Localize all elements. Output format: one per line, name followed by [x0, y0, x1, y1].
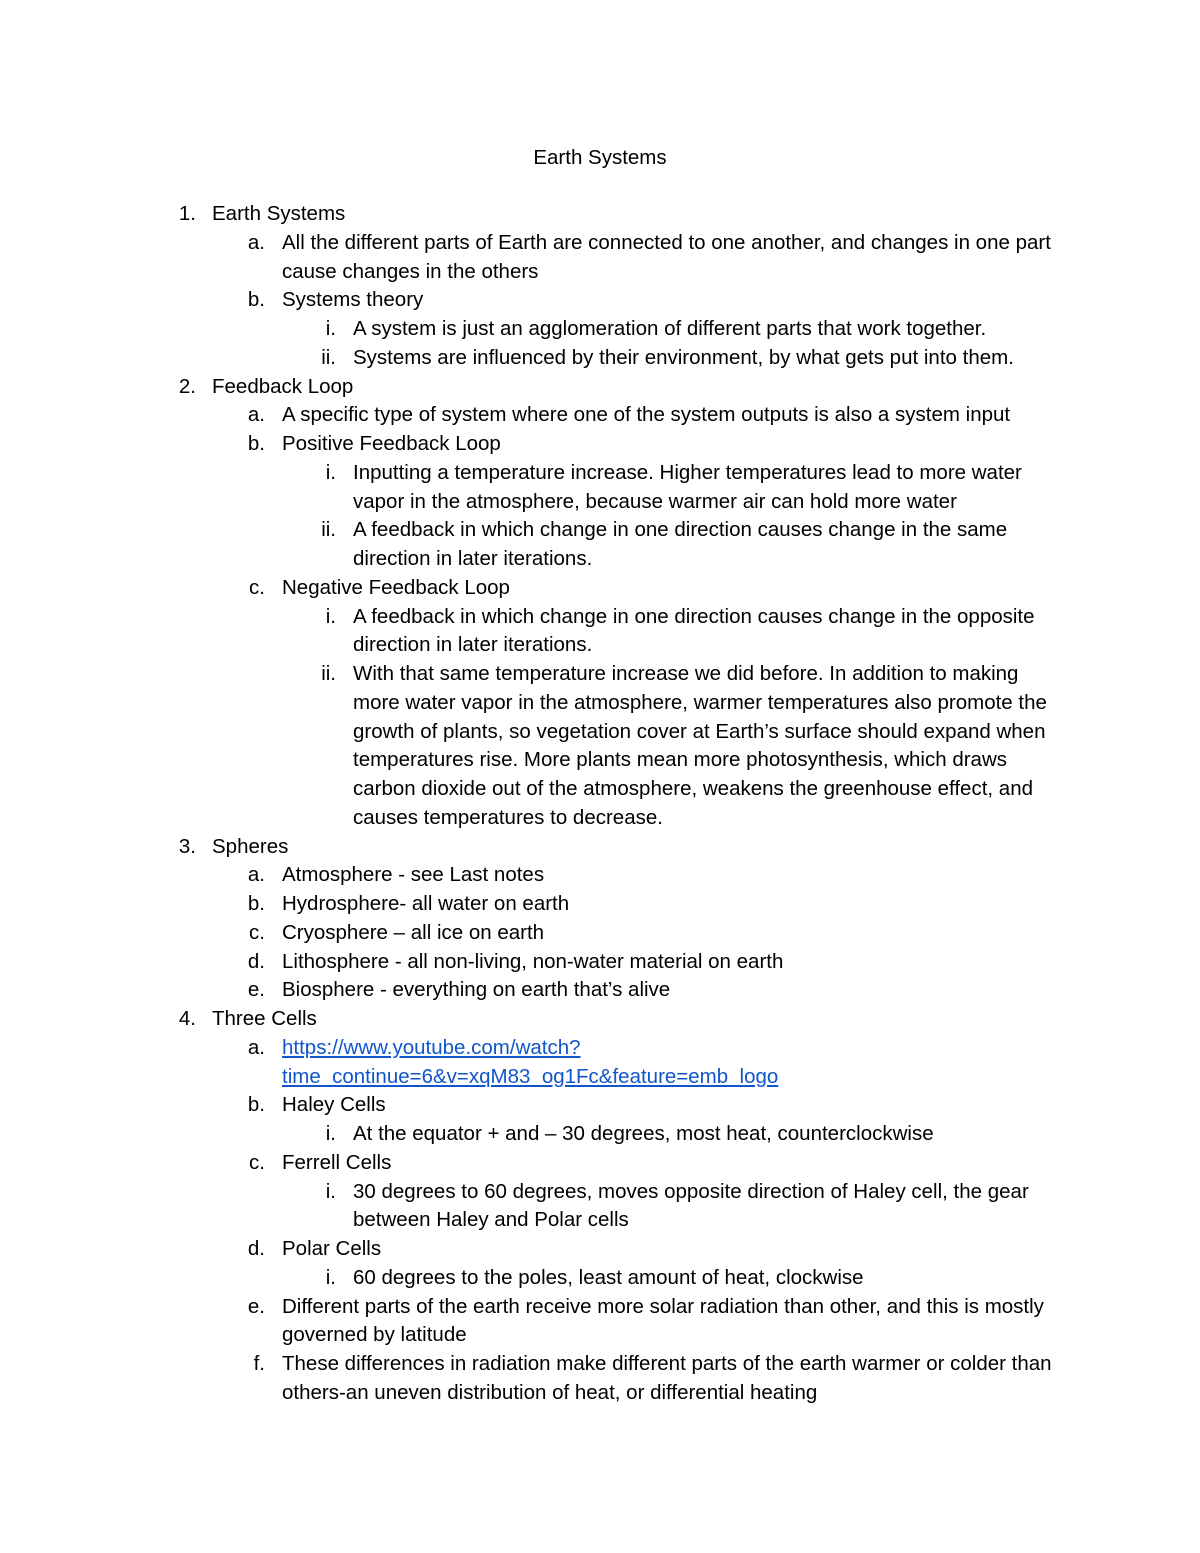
list-item-text: All the different parts of Earth are connected to one another, and changes in one part cause changes in the others — [282, 230, 1051, 283]
list-marker: a. — [247, 863, 265, 887]
outline-item-level-2 — [0, 430, 1200, 459]
list-marker: f. — [253, 1352, 265, 1375]
list-marker: b. — [247, 288, 265, 312]
list-item-text: Inputting a temperature increase. Higher temperatures lead to more water vapor in the atmosphere, because warmer air can hold more water — [353, 460, 1022, 513]
list-item-text: Positive Feedback Loop — [282, 432, 501, 455]
outline-item-level-2 — [0, 574, 1200, 603]
list-item-text: A feedback in which change in one direction causes change in the same direction in later iterations. — [353, 518, 1008, 570]
list-item-text: A specific type of system where one of the system outputs is also a system input — [282, 403, 1011, 427]
list-item-text — [282, 1034, 1070, 1092]
outline-item-level-2 — [0, 861, 1200, 890]
list-item-text: Feedback Loop — [212, 374, 354, 398]
list-marker: b. — [247, 1093, 265, 1117]
list-marker: c. — [249, 1150, 265, 1174]
outline-item-level-3 — [0, 315, 1200, 344]
list-marker: i. — [325, 460, 336, 484]
outline-item-level-1 — [0, 373, 1200, 402]
list-marker: c. — [249, 920, 265, 944]
outline-item-level-2 — [0, 401, 1200, 430]
list-marker: 3. — [178, 834, 196, 858]
outline-item-level-1 — [0, 1005, 1200, 1034]
list-item-text: A feedback in which change in one direction causes change in the opposite direction in later iterations. — [353, 604, 1035, 657]
list-item-text: Lithosphere - all non-living, non-water material on earth — [282, 949, 784, 973]
list-item-text: Ferrell Cells — [282, 1150, 392, 1174]
list-marker: b. — [247, 892, 265, 915]
list-marker: d. — [247, 949, 265, 973]
list-item-text: Spheres — [212, 834, 289, 858]
list-item-text: At the equator + and – 30 degrees, most heat, counterclockwise — [353, 1122, 934, 1145]
list-item-text: Three Cells — [212, 1007, 317, 1030]
list-marker: ii. — [321, 345, 336, 369]
list-item-text: Haley Cells — [282, 1093, 386, 1117]
outline-item-level-3 — [0, 1178, 1200, 1236]
outline-item-level-3 — [0, 1120, 1200, 1149]
list-marker: a. — [247, 1035, 265, 1059]
outline-item-level-2 — [0, 890, 1200, 919]
outline-item-level-3 — [0, 516, 1200, 574]
list-marker: ii. — [321, 662, 336, 685]
outline-item-level-2 — [0, 948, 1200, 977]
outline-item-level-2 — [0, 229, 1200, 287]
list-item-text: Polar Cells — [282, 1237, 382, 1260]
outline-item-level-2 — [0, 286, 1200, 315]
outline-item-level-3 — [0, 1264, 1200, 1293]
list-marker: i. — [325, 317, 336, 340]
outline-item-level-2 — [0, 1350, 1200, 1408]
list-item-text: Earth Systems — [212, 202, 346, 225]
list-item-text: These differences in radiation make different parts of the earth warmer or colder than others-an uneven distribution of heat, or differential heating — [282, 1352, 1052, 1404]
outline-item-level-1 — [0, 833, 1200, 862]
page-title: Earth Systems — [533, 146, 667, 169]
outline-item-level-3 — [0, 660, 1200, 833]
outline-item-level-2[interactable] — [0, 1034, 1200, 1092]
list-marker: ii. — [321, 518, 336, 542]
list-marker: e. — [247, 978, 265, 1002]
list-item-text: Cryosphere – all ice on earth — [282, 920, 545, 944]
list-item-text: Systems are influenced by their environment, by what gets put into them. — [353, 345, 1014, 369]
outline-item-level-2 — [0, 919, 1200, 948]
outline-item-level-3 — [0, 603, 1200, 661]
outline-item-level-3 — [0, 344, 1200, 373]
outline-list — [0, 200, 1200, 1408]
list-item-text: Biosphere - everything on earth that’s alive — [282, 978, 671, 1002]
list-marker: d. — [247, 1237, 265, 1260]
list-marker: i. — [325, 604, 336, 628]
list-marker: c. — [249, 575, 265, 599]
outline-item-level-2 — [0, 1235, 1200, 1264]
youtube-link[interactable]: https://www.youtube.com/watch? time_continue=6&v=xqM83_og1Fc&feature=emb_logo — [282, 1035, 779, 1088]
list-marker: a. — [247, 230, 265, 254]
list-item-text: Different parts of the earth receive more solar radiation than other, and this is mostly governed by latitude — [282, 1294, 1044, 1347]
outline-item-level-2 — [0, 976, 1200, 1005]
list-item-text: Hydrosphere- all water on earth — [282, 892, 570, 915]
list-marker: 1. — [178, 202, 196, 225]
outline-item-level-2 — [0, 1293, 1200, 1351]
list-marker: i. — [325, 1122, 336, 1145]
outline-item-level-2 — [0, 1091, 1200, 1120]
list-marker: b. — [247, 432, 265, 455]
list-item-text: 60 degrees to the poles, least amount of heat, clockwise — [353, 1265, 864, 1289]
outline-item-level-1 — [0, 200, 1200, 229]
list-item-text: A system is just an agglomeration of different parts that work together. — [353, 317, 987, 340]
list-item-text: Atmosphere - see Last notes — [282, 863, 545, 887]
list-marker: 4. — [178, 1007, 196, 1030]
list-marker: 2. — [178, 374, 196, 398]
list-marker: a. — [247, 403, 265, 427]
list-item-text: Systems theory — [282, 288, 424, 312]
list-marker: i. — [325, 1265, 336, 1289]
outline-item-level-3 — [0, 459, 1200, 517]
list-marker: e. — [247, 1294, 265, 1318]
list-marker: i. — [325, 1179, 336, 1203]
list-item-text: With that same temperature increase we did before. In addition to making more water vapor in the atmosphere, warmer temperatures also promote the growth of plants, so vegetation cover at Earth’s surface should expand when temperatures rise. More plants mean more photosynthesis, which draws carbon dioxide out of the atmosphere, weakens the greenhouse effect, and causes temperatures to decrease. — [353, 662, 1047, 829]
outline-item-level-2 — [0, 1149, 1200, 1178]
list-item-text: 30 degrees to 60 degrees, moves opposite direction of Haley cell, the gear between Haley and Polar cells — [353, 1179, 1029, 1232]
list-item-text: Negative Feedback Loop — [282, 575, 510, 599]
